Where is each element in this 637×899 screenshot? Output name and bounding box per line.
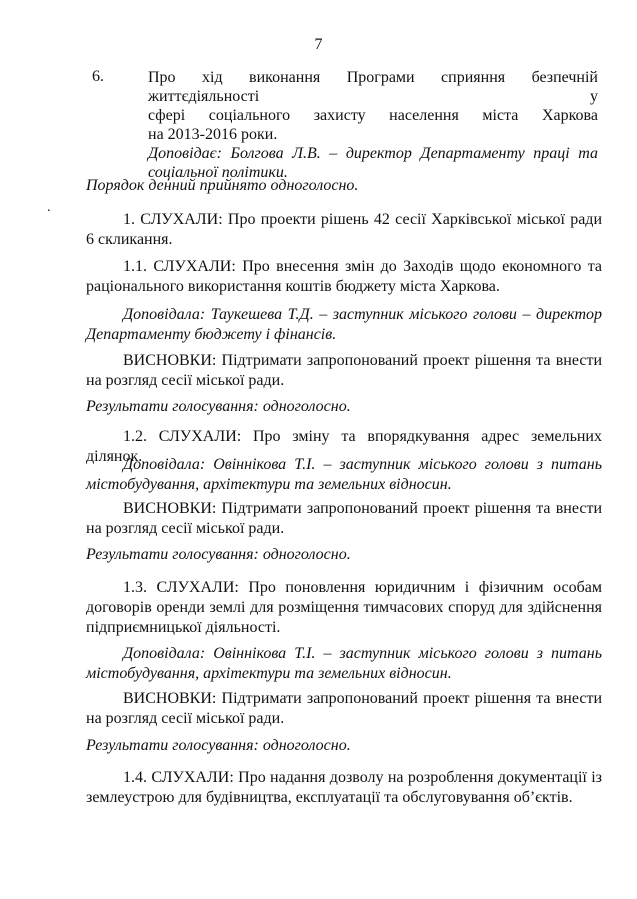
- heard-1: 1. СЛУХАЛИ: Про проекти рішень 42 сесії Харківської міської ради 6 скликання.: [86, 211, 602, 248]
- conclusion-1-3: ВИСНОВКИ: Підтримати запропонований проект рішення та внести на розгляд сесії міської ради.: [86, 690, 602, 727]
- item-reporter-line-2: соціальної політики.: [148, 164, 288, 181]
- conclusion-1-1: ВИСНОВКИ: Підтримати запропонований проект рішення та внести на розгляд сесії міської ради.: [86, 352, 602, 389]
- heard-1-4: 1.4. СЛУХАЛИ: Про надання дозволу на розроблення документації із землеустрою для будівництва, експлуатації та обслуговування об’єктів.: [86, 769, 602, 806]
- item-title-line-1: Про хід виконання Програми сприяння безпечній життєдіяльності у: [148, 69, 598, 105]
- agenda-adopted-note: Порядок денний прийнято одноголосно.: [86, 177, 359, 194]
- scan-dot: .: [47, 200, 51, 215]
- voting-result-1-1: Результати голосування: одноголосно.: [86, 398, 351, 415]
- reporter-1-3: Доповідала: Овіннікова Т.І. – заступник міського голови з питань містобудування, архітектури та земельних відносин.: [86, 645, 602, 682]
- item-reporter-line-1: Доповідає: Болгова Л.В. – директор Департаменту праці та: [148, 145, 598, 162]
- page-number: 7: [314, 36, 323, 53]
- heard-1-1: 1.1. СЛУХАЛИ: Про внесення змін до Заходів щодо економного та раціонального використання коштів бюджету міста Харкова.: [86, 258, 602, 295]
- conclusion-1-2: ВИСНОВКИ: Підтримати запропонований проект рішення та внести на розгляд сесії міської ради.: [86, 500, 602, 537]
- heard-1-2: 1.2. СЛУХАЛИ: Про зміну та впорядкування адрес земельних ділянок.: [86, 428, 602, 465]
- voting-result-1-3: Результати голосування: одноголосно.: [86, 737, 351, 754]
- item-title-line-3: на 2013-2016 роки.: [148, 126, 278, 143]
- reporter-1-1: Доповідала: Таукешева Т.Д. – заступник міського голови – директор Департаменту бюджету і фінансів.: [86, 306, 602, 343]
- voting-result-1-2: Результати голосування: одноголосно.: [86, 546, 351, 563]
- item-body: [148, 68, 598, 182]
- item-title-line-2: сфері соціального захисту населення міста Харкова: [148, 107, 598, 124]
- item-number: 6.: [92, 68, 104, 85]
- reporter-1-2: Доповідала: Овіннікова Т.І. – заступник міського голови з питань містобудування, архітектури та земельних відносин.: [86, 456, 602, 493]
- heard-1-3: 1.3. СЛУХАЛИ: Про поновлення юридичним і фізичним особам договорів оренди землі для розміщення тимчасових споруд для здійснення підприємницької діяльності.: [86, 579, 602, 636]
